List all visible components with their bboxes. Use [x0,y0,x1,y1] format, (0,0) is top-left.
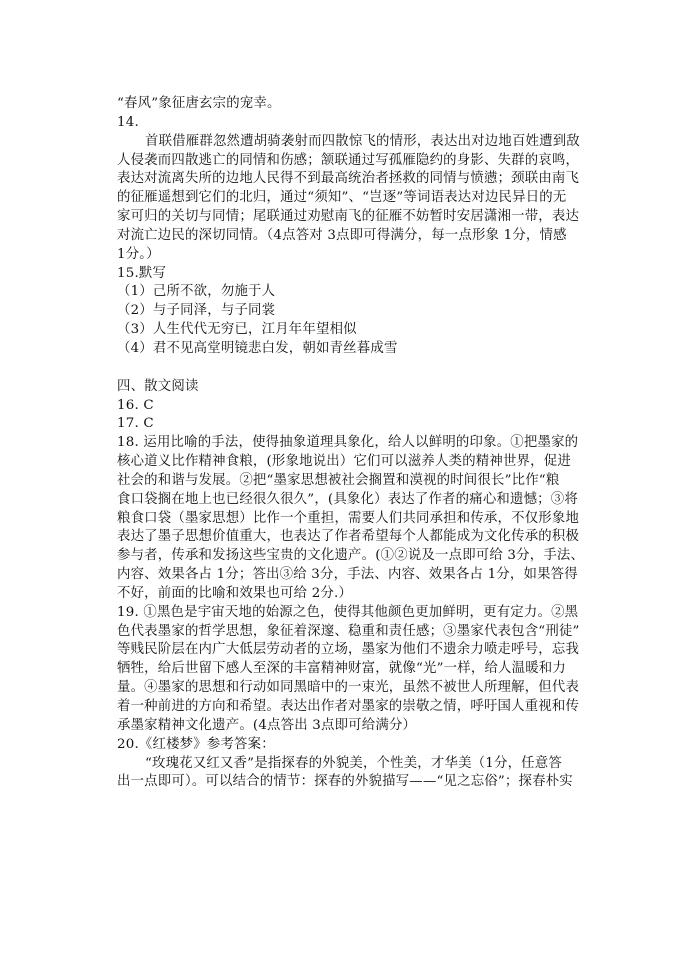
text-line: 19. ①黑色是宇宙天地的始源之色，使得其他颜色更加鲜明，更有定力。②黑 [117,604,579,620]
text-line: 色代表墨家的哲学思想，象征着深邃、稳重和责任感；③墨家代表包含“刑徒” [117,623,580,639]
text-line: 牺牲，给后世留下感人至深的丰富精神财富，就像“光”一样，给人温暖和力 [117,661,566,677]
question-answer-17: 17. C [117,416,154,432]
text-line: 表达对流离失所的边地人民得不到最高统治者拯救的同情与愤懑；颈联由南飞 [117,171,580,187]
text-line: （1）己所不欲，勿施于人 [117,284,276,300]
text-line: 首联借雁群忽然遭胡骑袭射而四散惊飞的情形，表达出对边地百姓遭到敌 [145,133,580,149]
text-line: 表达了墨子思想价值重大，也表达了作者希望每个人都能成为文化传承的积极 [117,529,580,545]
text-line: 出一点即可）。可以结合的情节：探春的外貌描写——“见之忘俗”；探春朴实 [117,774,573,790]
text-line: 1分。） [117,246,160,262]
text-line: （2）与子同泽，与子同裳 [117,303,276,319]
text-line: 着一种前进的方向和希望。表达出作者对墨家的崇敬之情，呼吁国人重视和传 [117,699,580,714]
text-line: 核心道义比作精神食粮，(形象地说出）它们可以滋养人类的精神世界，促进 [117,454,571,470]
text-line: 等贱民阶层在内广大低层劳动者的立场，墨家为他们不遗余力喷走呼号，忘我 [117,642,580,658]
text-line: 量。④墨家的思想和行动如同黑暗中的一束光，虽然不被世人所理解，但代表 [117,680,580,696]
text-line: 食口袋搁在地上也已经很久很久”，(具象化）表达了作者的痛心和遗憾；③将 [117,491,578,507]
section-heading: 四、散文阅读 [117,378,199,394]
text-line: 家可归的关切与同情；尾联通过劝慰南飞的征雁不妨暂时安居潇湘一带，表达 [117,209,580,225]
text-line: “玫瑰花又红又香”是指探春的外貌美，个性美，才华美（1分，任意答 [145,755,562,771]
text-line: 参与者，传承和发扬这些宝贵的文化遗产。(①②说及一点即可给 3分，手法、 [117,548,585,564]
text-line: （3）人生代代无穷已，江月年年望相似 [117,322,357,338]
text-line: 的征雁遥想到它们的北归，通过“须知”、“岂逐”等词语表达对边民异日的无 [117,190,567,206]
text-line: 不好，前面的比喻和效果也可给 2分.） [117,585,353,601]
text-line: “春风”象征唐玄宗的宠幸。 [117,96,281,111]
text-line: 粮食口袋（墨家思想）比作一个重担，需要人们共同承担和传承，不仅形象地 [117,510,580,526]
text-line: 18. 运用比喻的手法，使得抽象道理具象化，给人以鲜明的印象。①把墨家的 [117,435,579,451]
text-line: 承墨家精神文化遗产。(4点答出 3点即可给满分） [117,717,417,733]
question-answer-16: 16. C [117,397,154,413]
question-heading-20: 20.《红楼梦》参考答案： [117,736,275,752]
text-line: 内容、效果各占 1分；答出③给 3分，手法、内容、效果各占 1分，如果答得 [117,567,578,583]
question-heading-15: 15.默写 [117,265,167,281]
text-line: 对流亡边民的深切同情。（4点答对 3点即可得满分，每一点形象 1分，情感 [117,227,567,243]
text-line: 人侵袭而四散逃亡的同情和伤感；颔联通过写孤雁隐约的身影、失群的哀鸣， [117,152,580,168]
blank-line [117,359,587,378]
question-number-14: 14. [117,114,139,130]
answer-text-body [117,95,587,792]
text-line: （4）君不见高堂明镜悲白发，朝如青丝暮成雪 [117,340,398,356]
text-line: 社会的和谐与发展。②把“墨家思想被社会搁置和漠视的时间很长”比作“粮 [117,472,560,488]
